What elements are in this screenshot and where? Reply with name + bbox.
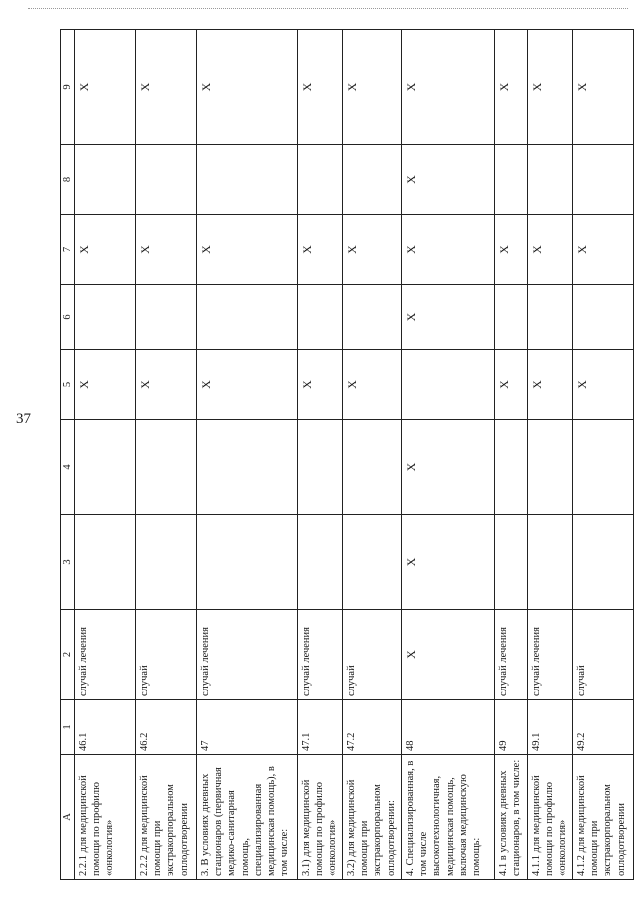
column-header-4: 4 <box>61 420 75 515</box>
table-cell <box>495 515 528 610</box>
table-cell: X <box>573 30 634 145</box>
table-row <box>197 30 298 880</box>
table-cell <box>528 420 573 515</box>
table-cell: 47.1 <box>298 700 343 755</box>
table-cell: 3.1) для медицинской помощи по профилю «онкология» <box>298 755 343 880</box>
table-cell: X <box>402 30 495 145</box>
table-cell <box>136 515 197 610</box>
table-cell: X <box>402 145 495 215</box>
table-cell <box>343 515 402 610</box>
column-header-3: 3 <box>61 515 75 610</box>
table-cell: X <box>402 215 495 285</box>
table-cell: 3.2) для медицинской помощи при экстракорпоральном оплодотворении: <box>343 755 402 880</box>
table-cell: 2.2.2 для медицинской помощи при экстракорпоральном оплодотворении <box>136 755 197 880</box>
table-cell <box>528 285 573 350</box>
table-cell: X <box>136 30 197 145</box>
table-row <box>528 30 573 880</box>
table-cell <box>343 145 402 215</box>
table-cell <box>197 285 298 350</box>
table-cell: случай лечения <box>528 610 573 700</box>
table-cell <box>298 145 343 215</box>
table-cell <box>573 145 634 215</box>
table-row <box>573 30 634 880</box>
table-cell <box>343 285 402 350</box>
table-cell: X <box>197 350 298 420</box>
table-cell: X <box>298 30 343 145</box>
header-row <box>61 30 75 880</box>
table-cell: 4. Специализированная, в том числе высокотехнологичная, медицинская помощь, включая медицинскую помощь: <box>402 755 495 880</box>
rotated-table-container <box>60 30 627 880</box>
table-cell <box>528 515 573 610</box>
table-cell <box>75 420 136 515</box>
table-cell: 46.2 <box>136 700 197 755</box>
table-cell <box>197 145 298 215</box>
table-cell: случай <box>343 610 402 700</box>
column-header-1: 1 <box>61 700 75 755</box>
table-cell: 47.2 <box>343 700 402 755</box>
table-cell: X <box>343 215 402 285</box>
column-header-5: 5 <box>61 350 75 420</box>
table-cell <box>298 515 343 610</box>
table-cell: 4.1.2 для медицинской помощи при экстракорпоральном оплодотворении <box>573 755 634 880</box>
table-cell: X <box>197 215 298 285</box>
table-cell: X <box>298 350 343 420</box>
table-cell: 46.1 <box>75 700 136 755</box>
table-cell <box>495 420 528 515</box>
table-cell: 48 <box>402 700 495 755</box>
table-cell: случай <box>136 610 197 700</box>
table-cell <box>573 515 634 610</box>
table-cell: 49.2 <box>573 700 634 755</box>
table-cell: 4.1.1 для медицинской помощи по профилю «онкология» <box>528 755 573 880</box>
table-cell <box>573 420 634 515</box>
column-header-9: 9 <box>61 30 75 145</box>
table-cell <box>75 145 136 215</box>
table-cell <box>197 420 298 515</box>
table-cell: случай <box>573 610 634 700</box>
table-cell: X <box>495 350 528 420</box>
table-cell: 49 <box>495 700 528 755</box>
column-header-6: 6 <box>61 285 75 350</box>
table-cell <box>136 420 197 515</box>
table-cell: случай лечения <box>298 610 343 700</box>
table-cell <box>573 285 634 350</box>
table-cell: случай лечения <box>197 610 298 700</box>
table-cell: X <box>343 30 402 145</box>
table-cell <box>75 285 136 350</box>
table-cell: 2.2.1 для медицинской помощи по профилю «онкология» <box>75 755 136 880</box>
table-cell: X <box>495 215 528 285</box>
table-cell: X <box>573 350 634 420</box>
table-row <box>298 30 343 880</box>
table-cell: X <box>528 350 573 420</box>
table-cell: X <box>75 350 136 420</box>
column-header-2: 2 <box>61 610 75 700</box>
column-header-8: 8 <box>61 145 75 215</box>
table-cell <box>402 350 495 420</box>
table-cell: X <box>343 350 402 420</box>
table-cell: случай лечения <box>75 610 136 700</box>
table-cell: X <box>75 215 136 285</box>
page-number: 37 <box>16 411 31 427</box>
table-cell: X <box>573 215 634 285</box>
table-row <box>402 30 495 880</box>
table-row <box>75 30 136 880</box>
table-cell: 4.1 в условиях дневных стационаров, в том числе: <box>495 755 528 880</box>
table-cell: X <box>528 30 573 145</box>
table-cell: X <box>197 30 298 145</box>
table-cell: 3. В условиях дневных стационаров (первичная медико-санитарная помощь, специализированная медицинская помощь), в том числе: <box>197 755 298 880</box>
table-cell <box>298 420 343 515</box>
top-dotted-line <box>28 8 628 9</box>
table-cell: X <box>402 515 495 610</box>
column-header-7: 7 <box>61 215 75 285</box>
table-cell: 49.1 <box>528 700 573 755</box>
table-cell: X <box>528 215 573 285</box>
table-cell <box>136 145 197 215</box>
data-table <box>60 29 634 880</box>
table-cell: X <box>402 610 495 700</box>
table-cell: X <box>75 30 136 145</box>
table-cell: X <box>136 350 197 420</box>
table-cell <box>343 420 402 515</box>
table-cell: X <box>495 30 528 145</box>
column-header-0: A <box>61 755 75 880</box>
table-cell <box>75 515 136 610</box>
table-cell: X <box>136 215 197 285</box>
table-cell <box>136 285 197 350</box>
table-cell <box>495 285 528 350</box>
table-cell: X <box>402 420 495 515</box>
table-cell <box>197 515 298 610</box>
table-row <box>495 30 528 880</box>
table-cell <box>298 285 343 350</box>
table-row <box>343 30 402 880</box>
table-cell <box>528 145 573 215</box>
table-cell: случай лечения <box>495 610 528 700</box>
table-cell: X <box>298 215 343 285</box>
table-row <box>136 30 197 880</box>
table-cell <box>495 145 528 215</box>
table-cell: 47 <box>197 700 298 755</box>
table-cell: X <box>402 285 495 350</box>
